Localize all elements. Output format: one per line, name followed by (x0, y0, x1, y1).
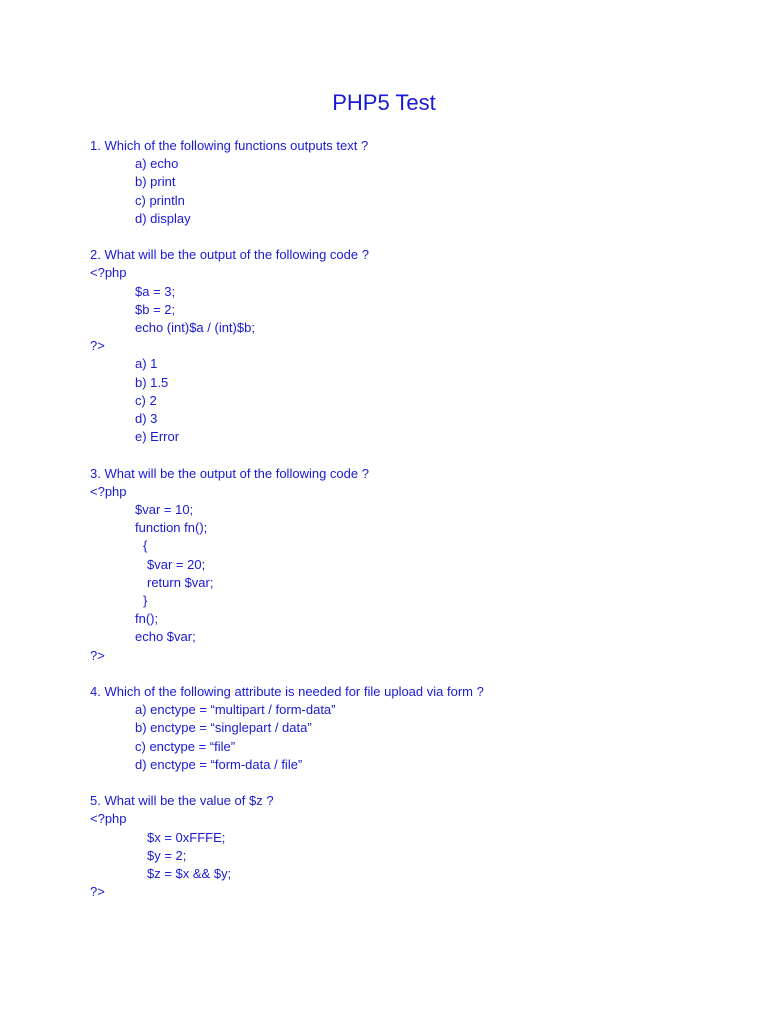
text-line: b) 1.5 (135, 374, 169, 390)
text-line: $a = 3; (135, 283, 176, 299)
text-line: } (143, 593, 148, 608)
text-line: 3. What will be the output of the following code ? (90, 465, 369, 481)
text-line: function fn(); (135, 520, 208, 536)
text-line: d) display (135, 210, 191, 226)
text-line: 5. What will be the value of $z ? (90, 793, 274, 809)
text-line: d) enctype = “form-data / file” (135, 756, 303, 772)
text-line: c) 2 (135, 392, 157, 408)
text-line: ?> (90, 647, 105, 663)
text-line: b) enctype = “singlepart / data” (135, 720, 312, 736)
text-line: return $var; (147, 574, 214, 590)
text-line: ?> (90, 884, 105, 900)
text-line: <?php (90, 265, 127, 281)
text-line: 2. What will be the output of the following code ? (90, 247, 369, 263)
text-line: $var = 10; (135, 502, 194, 517)
text-line: echo $var; (135, 629, 196, 645)
text-line: $z = $x && $y; (147, 866, 232, 881)
text-line: $x = 0xFFFE; (147, 829, 226, 845)
text-line: $b = 2; (135, 301, 176, 317)
text-line: e) Error (135, 429, 180, 445)
text-line: a) enctype = “multipart / form-data” (135, 702, 336, 718)
text-line: a) echo (135, 156, 179, 172)
text-line: $var = 20; (147, 556, 206, 572)
text-line: c) println (135, 192, 185, 208)
text-line: { (143, 538, 148, 554)
text-line: c) enctype = “file” (135, 738, 236, 754)
text-line: <?php (90, 483, 127, 499)
document-title: PHP5 Test (332, 90, 436, 115)
text-line: 1. Which of the following functions outputs text ? (90, 138, 369, 153)
text-line: b) print (135, 174, 176, 190)
text-line: a) 1 (135, 356, 158, 372)
text-line: fn(); (135, 611, 159, 627)
text-line: 4. Which of the following attribute is needed for file upload via form ? (90, 684, 484, 699)
text-line: ?> (90, 338, 105, 354)
text-line: <?php (90, 811, 127, 827)
text-line: echo (int)$a / (int)$b; (135, 320, 255, 335)
text-line: $y = 2; (147, 847, 187, 863)
text-line: d) 3 (135, 411, 158, 426)
